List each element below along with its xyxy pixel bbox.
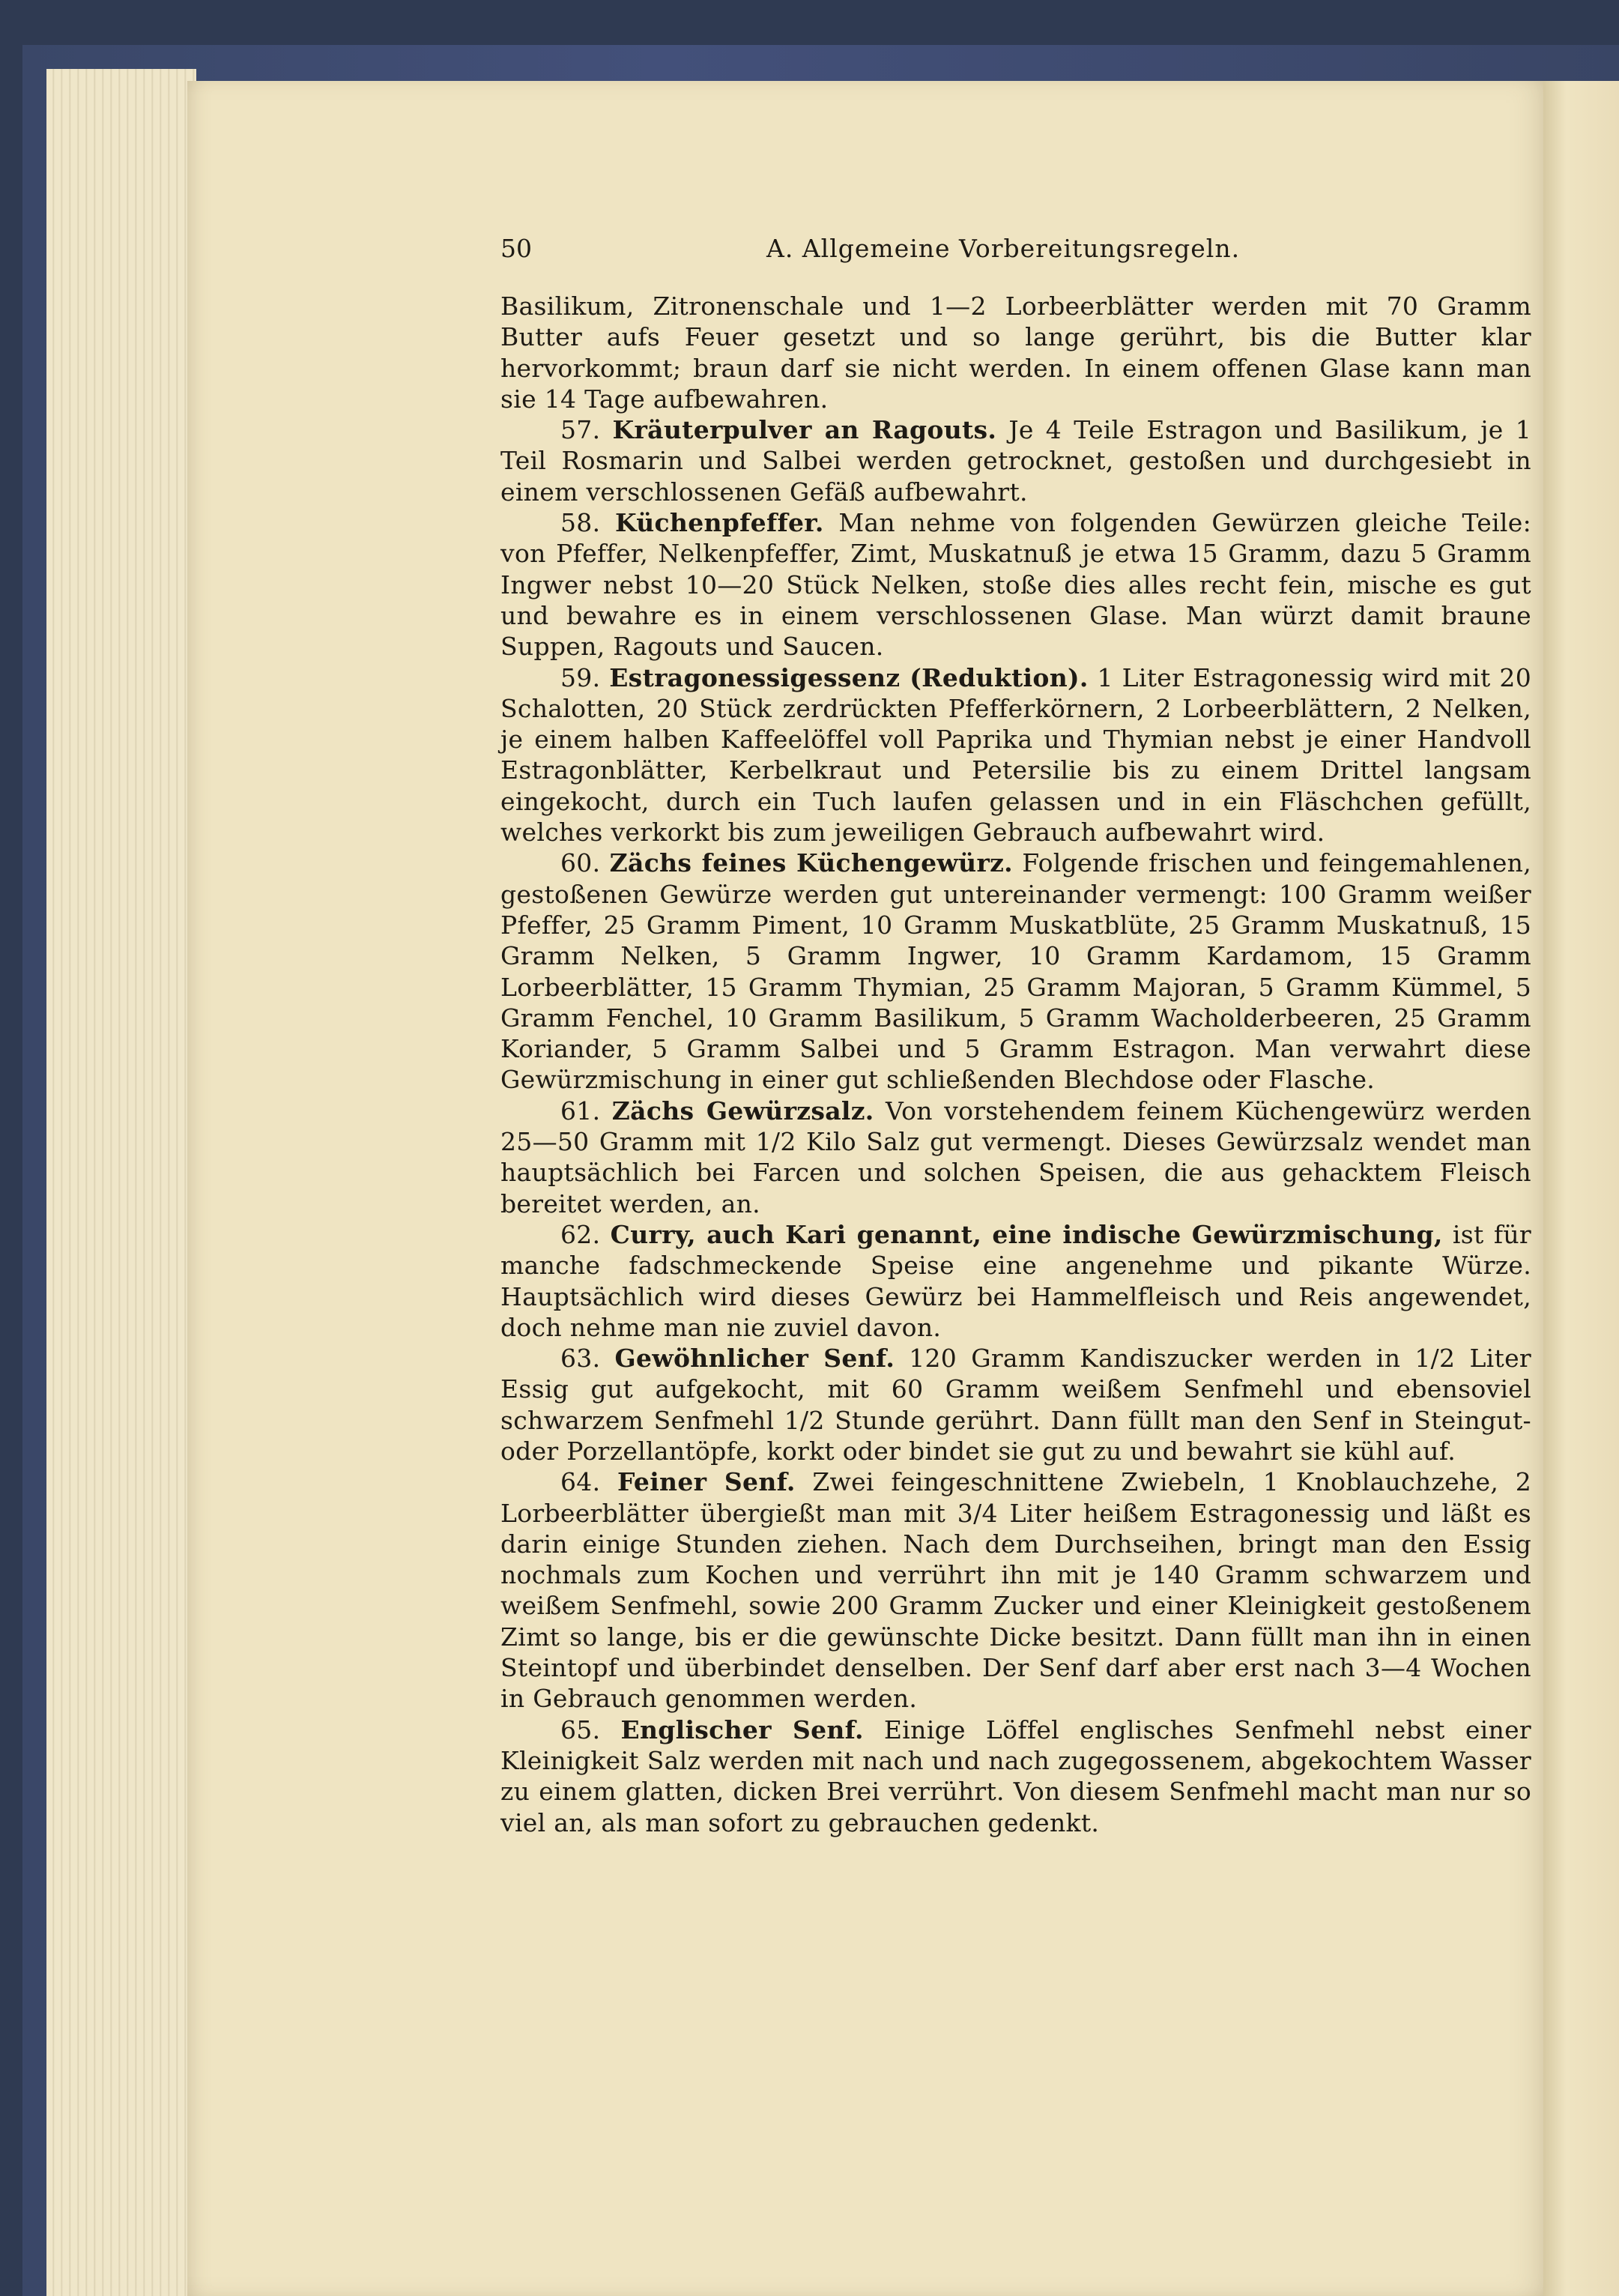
page-body — [500, 291, 1531, 1838]
recipe-text: Man nehme von folgenden Gewürzen gleiche Teile: von Pfeffer, Nelkenpfeffer, Zimt, Muskatnuß je etwa 15 Gramm, dazu 5 Gramm Ingwer nebst 10—20 Stück Nelken, stoße dies alles recht fein, mische es gut und bewahre es in einem verschlossenen Glase. Man würzt damit braune Suppen, Ragouts und Saucen. — [500, 508, 1531, 662]
recipe-text: Zwei feingeschnittene Zwiebeln, 1 Knoblauchzehe, 2 Lorbeerblätter übergießt man mit 3/4 Liter heißem Estragonessig und läßt es darin einige Stunden ziehen. Nach dem Durchseihen, bringt man den Essig nochmals zum Kochen und verrührt ihn mit je 140 Gramm schwarzem und weißem Senfmehl, sowie 200 Gramm Zucker und einer Kleinigkeit gestoßenem Zimt so lange, bis er die gewünschte Dicke besitzt. Dann füllt man ihn in einen Steintopf und überbindet denselben. Der Senf darf aber erst nach 3—4 Wochen in Gebrauch genommen werden. — [500, 1467, 1532, 1714]
recipe-text: Folgende frischen und feingemahlenen, gestoßenen Gewürze werden gut untereinander vermengt: 100 Gramm weißer Pfeffer, 25 Gramm Piment, 10 Gramm Muskatblüte, 25 Gramm Muskatnuß, 15 Gramm Nelken, 5 Gramm Ingwer, 10 Gramm Kardamom, 15 Gramm Lorbeerblätter, 15 Gramm Thymian, 25 Gramm Majoran, 5 Gramm Kümmel, 5 Gramm Fenchel, 10 Gramm Basilikum, 5 Gramm Wacholderbeeren, 25 Gramm Koriander, 5 Gramm Salbei und 5 Gramm Estragon. Man verwahrt diese Gewürzmischung in einer gut schließenden Blechdose oder Flasche. — [500, 848, 1531, 1095]
recipe-text: Je 4 Teile Estragon und Basilikum, je 1 Teil Rosmarin und Salbei werden getrocknet, gestoßen und durchgesiebt in einem verschlossenen Gefäß aufbewahrt. — [500, 415, 1532, 507]
recipe-62 — [500, 1219, 1531, 1343]
recipe-text: Einige Löffel englisches Senfmehl nebst einer Kleinigkeit Salz werden mit nach und nach zugegossenem, abgekochtem Wasser zu einem glatten, dicken Brei verrührt. Von diesem Senfmehl macht man nur so viel an, als man sofort zu gebrauchen gedenkt. — [500, 1715, 1531, 1837]
recipe-number: 63. — [560, 1344, 601, 1374]
running-head: A. Allgemeine Vorbereitungsregeln. — [766, 234, 1241, 263]
recipe-title: Zächs Gewürzsalz. — [611, 1096, 874, 1126]
recipe-63 — [500, 1343, 1531, 1466]
recipe-number: 57. — [560, 415, 601, 445]
page-stack — [46, 69, 196, 2296]
paragraph-continued — [500, 291, 1531, 414]
recipe-title: Englischer Senf. — [620, 1715, 864, 1744]
page-edge — [1543, 81, 1619, 2296]
recipe-number: 62. — [560, 1219, 601, 1249]
recipe-title: Kräuterpulver an Ragouts. — [612, 415, 997, 445]
recipe-64 — [500, 1466, 1531, 1714]
recipe-title: Estragonessigessenz (Reduktion). — [609, 662, 1089, 692]
recipe-number: 58. — [560, 508, 601, 538]
recipe-number: 61. — [560, 1096, 601, 1126]
recipe-60 — [500, 848, 1531, 1095]
recipe-65 — [500, 1715, 1531, 1838]
recipe-text: ist für manche fadschmeckende Speise eine angenehme und pikante Würze. Hauptsächlich wird dieses Gewürz bei Hammelfleisch und Reis angewendet, doch nehme man nie zuviel davon. — [500, 1219, 1531, 1342]
page-content — [500, 225, 1531, 1838]
recipe-text: 1 Liter Estragonessig wird mit 20 Schalotten, 20 Stück zerdrückten Pfefferkörnern, 2 Lorbeerblättern, 2 Nelken, je einem halben Kaffeelöffel voll Paprika und Thymian nebst je einer Handvoll Estragonblätter, Kerbelkraut und Petersilie bis zu einem Drittel langsam eingekocht, durch ein Tuch laufen gelassen und in ein Fläschchen gefüllt, welches verkorkt bis zum jeweiligen Gebrauch aufbewahrt wird. — [500, 662, 1531, 848]
recipe-title: Gewöhnlicher Senf. — [614, 1344, 895, 1374]
page-number: 50 — [500, 234, 532, 263]
recipe-number: 65. — [560, 1715, 601, 1744]
recipe-title: Zächs feines Küchengewürz. — [609, 848, 1013, 878]
recipe-text: Von vorstehendem feinem Küchengewürz werden 25—50 Gramm mit 1/2 Kilo Salz gut vermengt. Dieses Gewürzsalz wendet man hauptsächlich bei Farcen und solchen Speisen, die aus gehacktem Fleisch bereitet werden, an. — [500, 1096, 1532, 1218]
recipe-title: Küchenpfeffer. — [614, 508, 824, 538]
recipe-59 — [500, 662, 1531, 848]
recipe-title: Curry, auch Kari genannt, eine indische Gewürzmischung, — [610, 1219, 1443, 1249]
recipe-text: 120 Gramm Kandiszucker werden in 1/2 Liter Essig gut aufgekocht, mit 60 Gramm weißem Senfmehl und ebensoviel schwarzem Senfmehl 1/2 Stunde gerührt. Dann füllt man den Senf in Steingut- oder Porzellantöpfe, korkt oder bindet sie gut zu und bewahrt sie kühl auf. — [500, 1344, 1531, 1466]
recipe-57 — [500, 414, 1531, 507]
paragraph-text: Basilikum, Zitronenschale und 1—2 Lorbeerblätter werden mit 70 Gramm Butter aufs Feuer gesetzt und so lange gerührt, bis die Butter klar hervorkommt; braun darf sie nicht werden. In einem offenen Glase kann man sie 14 Tage aufbewahren. — [500, 291, 1531, 414]
recipe-number: 64. — [560, 1467, 601, 1497]
page-header — [500, 225, 1531, 277]
recipe-number: 59. — [560, 662, 601, 692]
recipe-title: Feiner Senf. — [617, 1467, 796, 1497]
recipe-58 — [500, 507, 1531, 662]
recipe-61 — [500, 1096, 1531, 1219]
recipe-number: 60. — [560, 848, 601, 878]
